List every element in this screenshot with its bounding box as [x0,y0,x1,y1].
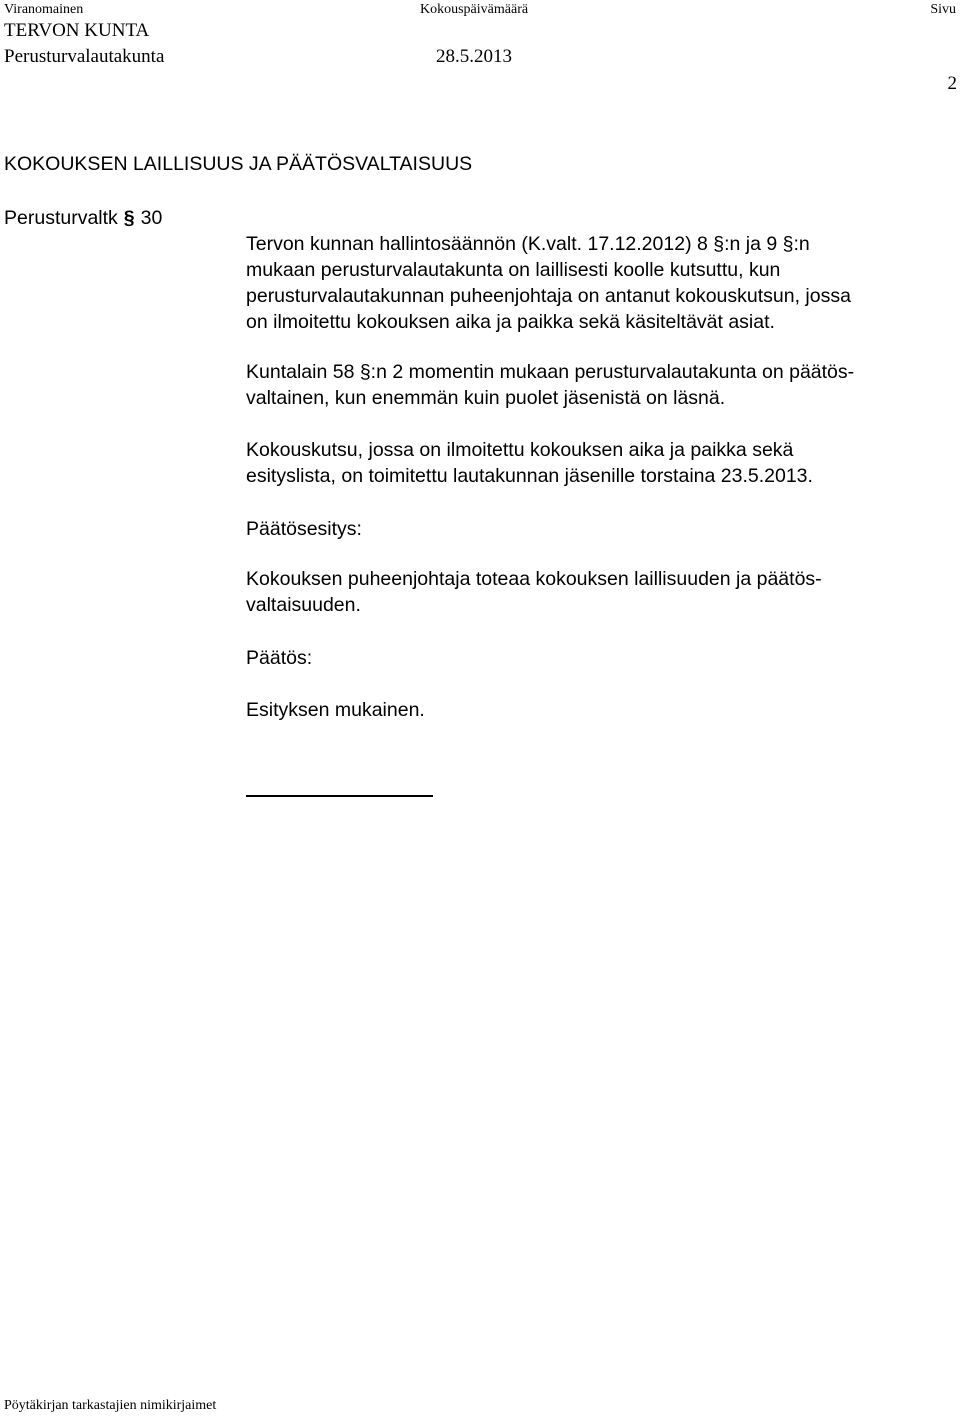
header-board-name: Perusturvalautakunta [4,46,165,67]
header-meeting-date: 28.5.2013 [436,46,512,67]
proposal-text [246,566,956,618]
header-authority-name: TERVON KUNTA [4,20,150,41]
body-paragraph-1 [246,231,956,335]
decision-heading: Päätös: [246,647,313,669]
body-paragraph-2 [246,359,956,411]
page-number: 2 [947,73,957,94]
text-line: Kokouksen puheenjohtaja toteaa kokouksen laillisuuden ja päätös- [246,568,822,590]
paragraph-ref-number: 30 [140,207,163,229]
proposal-heading: Päätösesitys: [246,518,362,540]
text-line: valtaisuuden. [246,594,361,616]
header-page-label: Sivu [930,2,956,17]
section-sign: § [123,207,135,229]
text-line: Kuntalain 58 §:n 2 momentin mukaan perusturvalautakunta on päätös- [246,361,855,383]
body-paragraph-3 [246,437,956,489]
header-authority-label: Viranomainen [4,2,84,17]
footer-inspectors-initials: Pöytäkirjan tarkastajien nimikirjaimet [4,1398,217,1413]
section-title: KOKOUKSEN LAILLISUUS JA PÄÄTÖSVALTAISUUS [4,153,473,175]
text-line: esityslista, on toimitettu lautakunnan jäsenille torstaina 23.5.2013. [246,465,813,487]
text-line: valtainen, kun enemmän kuin puolet jäsenistä on läsnä. [246,387,726,409]
text-line: Tervon kunnan hallintosäännön (K.valt. 17.12.2012) 8 §:n ja 9 §:n [246,233,810,255]
text-line: Kokouskutsu, jossa on ilmoitettu kokouksen aika ja paikka sekä [246,439,794,461]
text-line: perusturvalautakunnan puheenjohtaja on antanut kokouskutsun, jossa [246,285,851,307]
paragraph-reference [4,206,162,230]
decision-text: Esityksen mukainen. [246,699,425,721]
signature-line [246,795,433,797]
paragraph-ref-name: Perusturvaltk [4,207,118,229]
text-line: mukaan perusturvalautakunta on laillisesti koolle kutsuttu, kun [246,259,781,281]
header-date-label: Kokouspäivämäärä [420,2,529,17]
text-line: on ilmoitettu kokouksen aika ja paikka sekä käsiteltävät asiat. [246,311,775,333]
